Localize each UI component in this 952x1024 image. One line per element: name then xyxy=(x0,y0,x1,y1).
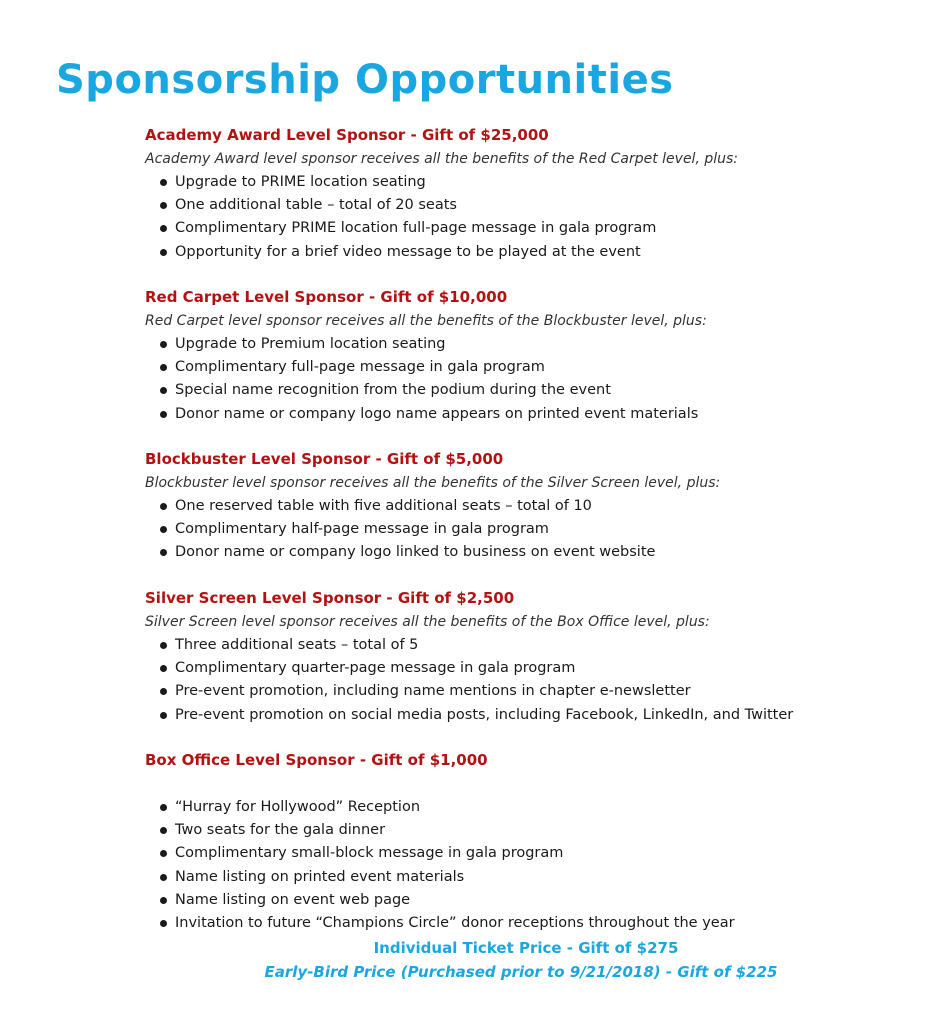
benefit-text: Complimentary PRIME location full-page message in gala program xyxy=(175,220,657,237)
benefit-list xyxy=(145,171,935,264)
intro-spacer xyxy=(145,772,935,796)
bullet-icon xyxy=(160,804,167,811)
bullet-icon xyxy=(160,225,167,232)
level-intro: Academy Award level sponsor receives all the benefits of the Red Carpet level, plus: xyxy=(145,151,739,167)
bullet-icon xyxy=(160,874,167,881)
benefit-item xyxy=(145,889,935,912)
bullet-icon xyxy=(160,179,167,186)
page-title: Sponsorship Opportunities xyxy=(56,57,674,103)
benefit-text: Complimentary quarter-page message in gala program xyxy=(175,660,576,677)
benefit-list xyxy=(145,796,935,935)
level-red-carpet xyxy=(145,286,935,448)
benefit-item xyxy=(145,796,935,819)
benefit-text: One reserved table with five additional seats – total of 10 xyxy=(175,498,592,514)
benefit-text: Opportunity for a brief video message to be played at the event xyxy=(175,243,641,260)
level-title: Box Office Level Sponsor - Gift of $1,000 xyxy=(145,751,488,769)
bullet-icon xyxy=(160,920,167,927)
bullet-icon xyxy=(160,411,167,418)
benefit-text: “Hurray for Hollywood” Reception xyxy=(175,799,421,815)
benefit-item xyxy=(145,680,935,703)
benefit-text: Complimentary small-block message in gala program xyxy=(175,845,564,862)
benefit-item xyxy=(145,241,935,264)
benefit-item xyxy=(145,518,935,541)
level-title: Blockbuster Level Sponsor - Gift of $5,000 xyxy=(145,450,504,468)
level-intro: Silver Screen level sponsor receives all the benefits of the Box Office level, plus: xyxy=(145,614,710,630)
bullet-icon xyxy=(160,202,167,209)
benefit-text: Name listing on event web page xyxy=(175,891,411,908)
ticket-pricing xyxy=(0,936,952,984)
benefit-item xyxy=(145,171,935,194)
benefit-text: Name listing on printed event materials xyxy=(175,868,465,885)
benefit-item xyxy=(145,541,935,564)
benefit-text: Pre-event promotion on social media posts, including Facebook, LinkedIn, and Twitter xyxy=(175,706,794,723)
bullet-icon xyxy=(160,364,167,371)
benefit-list xyxy=(145,495,935,565)
benefit-text: Upgrade to Premium location seating xyxy=(175,336,446,352)
bullet-icon xyxy=(160,665,167,672)
benefit-item xyxy=(145,657,935,680)
bullet-icon xyxy=(160,688,167,695)
benefit-item xyxy=(145,379,935,402)
benefit-item xyxy=(145,194,935,217)
level-title: Silver Screen Level Sponsor - Gift of $2,500 xyxy=(145,589,515,607)
bullet-icon xyxy=(160,642,167,649)
bullet-icon xyxy=(160,850,167,857)
benefit-text: Complimentary full-page message in gala program xyxy=(175,359,545,376)
benefit-item xyxy=(145,333,935,356)
benefit-text: Two seats for the gala dinner xyxy=(175,822,386,839)
early-bird-price: Early-Bird Price (Purchased prior to 9/21/2018) - Gift of $225 xyxy=(264,963,778,981)
benefit-text: Invitation to future “Champions Circle” donor receptions throughout the year xyxy=(175,915,735,932)
level-blockbuster xyxy=(145,448,935,587)
benefit-text: Special name recognition from the podium during the event xyxy=(175,382,611,399)
individual-ticket-price: Individual Ticket Price - Gift of $275 xyxy=(373,939,679,957)
benefit-list xyxy=(145,333,935,426)
bullet-icon xyxy=(160,897,167,904)
benefit-text: One additional table – total of 20 seats xyxy=(175,197,457,214)
bullet-icon xyxy=(160,341,167,348)
bullet-icon xyxy=(160,249,167,256)
benefit-item xyxy=(145,866,935,889)
benefit-item xyxy=(145,819,935,842)
benefit-item xyxy=(145,842,935,865)
bullet-icon xyxy=(160,712,167,719)
level-intro: Red Carpet level sponsor receives all the benefits of the Blockbuster level, plus: xyxy=(145,313,707,329)
benefit-item xyxy=(145,356,935,379)
benefit-list xyxy=(145,634,935,727)
level-intro: Blockbuster level sponsor receives all the benefits of the Silver Screen level, plus: xyxy=(145,475,721,491)
level-silver-screen xyxy=(145,587,935,749)
benefit-item xyxy=(145,495,935,518)
benefit-text: Complimentary half-page message in gala program xyxy=(175,521,549,538)
benefit-text: Donor name or company logo name appears on printed event materials xyxy=(175,405,699,422)
bullet-icon xyxy=(160,827,167,834)
benefit-item xyxy=(145,912,935,935)
benefit-text: Upgrade to PRIME location seating xyxy=(175,174,426,190)
benefit-item xyxy=(145,634,935,657)
benefit-item xyxy=(145,217,935,240)
bullet-icon xyxy=(160,526,167,533)
bullet-icon xyxy=(160,387,167,394)
benefit-item xyxy=(145,704,935,727)
benefit-text: Three additional seats – total of 5 xyxy=(175,637,419,653)
level-box-office xyxy=(145,749,935,932)
level-title: Academy Award Level Sponsor - Gift of $25,000 xyxy=(145,126,549,144)
benefit-item xyxy=(145,403,935,426)
benefit-text: Donor name or company logo linked to business on event website xyxy=(175,544,656,561)
level-academy-award xyxy=(145,124,935,286)
bullet-icon xyxy=(160,503,167,510)
level-title: Red Carpet Level Sponsor - Gift of $10,000 xyxy=(145,288,508,306)
sponsorship-levels xyxy=(145,124,935,932)
benefit-text: Pre-event promotion, including name mentions in chapter e-newsletter xyxy=(175,683,691,700)
bullet-icon xyxy=(160,549,167,556)
